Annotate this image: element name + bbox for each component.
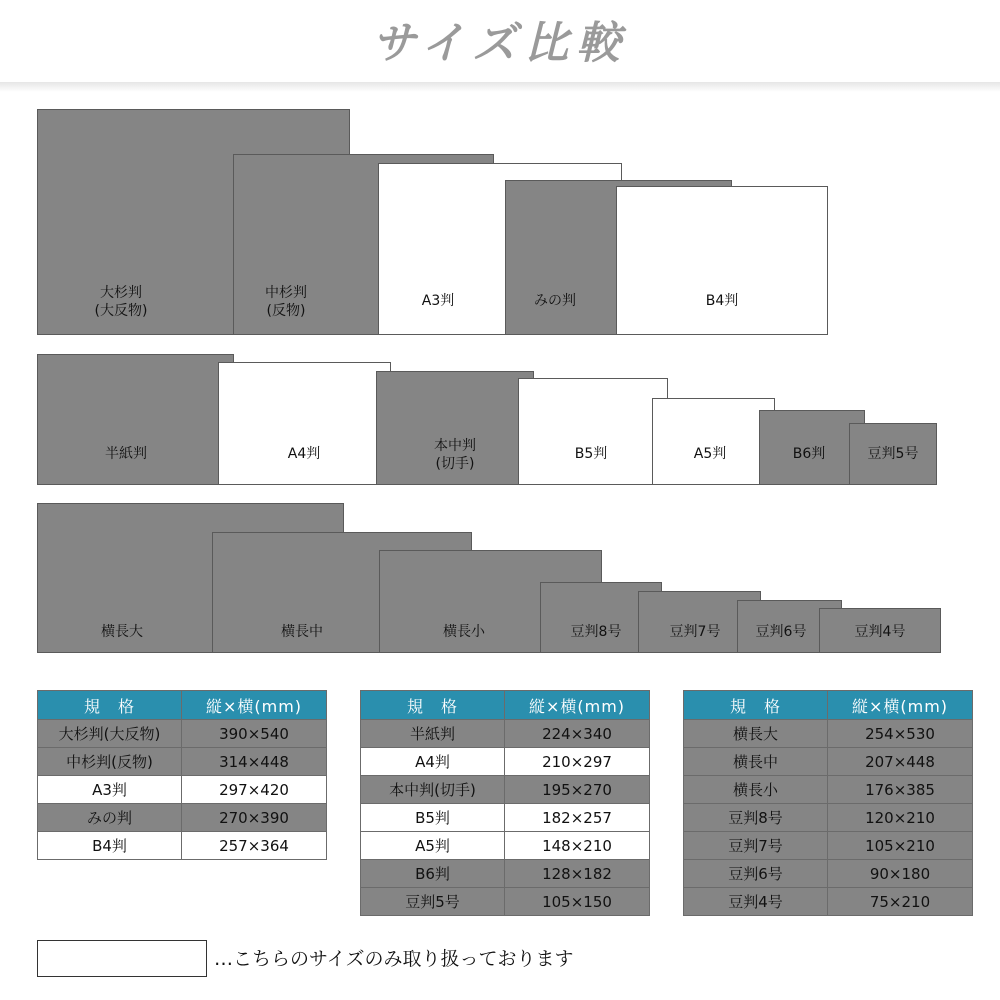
cell-standard: 横長小 (684, 776, 828, 804)
cell-size: 120×210 (828, 804, 973, 832)
cell-size: 314×448 (182, 748, 327, 776)
cell-size: 90×180 (828, 860, 973, 888)
cell-size: 257×364 (182, 832, 327, 860)
paper-label: 豆判7号 (669, 624, 721, 640)
paper-label: 豆判5号 (867, 446, 919, 462)
table-row (684, 748, 973, 776)
paper-a4 (218, 362, 391, 485)
paper-label: みの判 (534, 293, 576, 309)
cell-size: 182×257 (505, 804, 650, 832)
header-size: 縦×横(mm) (828, 691, 973, 720)
size-table-1 (37, 690, 327, 860)
cell-size: 224×340 (505, 720, 650, 748)
table-row (684, 860, 973, 888)
table-row (38, 804, 327, 832)
cell-standard: みの判 (38, 804, 182, 832)
paper-b4 (616, 186, 828, 335)
cell-size: 75×210 (828, 888, 973, 916)
cell-standard: 豆判7号 (684, 832, 828, 860)
cell-standard: 横長中 (684, 748, 828, 776)
table-row (684, 720, 973, 748)
table-row (361, 720, 650, 748)
cell-standard: 豆判8号 (684, 804, 828, 832)
cell-size: 195×270 (505, 776, 650, 804)
paper-a5 (652, 398, 775, 485)
header-size: 縦×横(mm) (182, 691, 327, 720)
cell-standard: 豆判5号 (361, 888, 505, 916)
table-row (38, 748, 327, 776)
table-row (38, 832, 327, 860)
cell-size: 148×210 (505, 832, 650, 860)
size-table-2 (360, 690, 650, 916)
header-standard: 規 格 (361, 691, 505, 720)
paper-hanshi (37, 354, 234, 485)
cell-standard: 豆判6号 (684, 860, 828, 888)
legend-text: …こちらのサイズのみ取り扱っております (214, 948, 574, 970)
table-row (361, 832, 650, 860)
header-standard: 規 格 (38, 691, 182, 720)
table-row (684, 832, 973, 860)
table-row (38, 776, 327, 804)
paper-mame5 (849, 423, 937, 485)
table-row (361, 748, 650, 776)
table-row (684, 776, 973, 804)
paper-label: 半紙判 (105, 446, 147, 462)
paper-label: 横長大 (101, 624, 143, 640)
cell-standard: 横長大 (684, 720, 828, 748)
cell-standard: 豆判4号 (684, 888, 828, 916)
paper-label: B6判 (792, 446, 826, 462)
cell-standard: B5判 (361, 804, 505, 832)
table-row (361, 860, 650, 888)
header-standard: 規 格 (684, 691, 828, 720)
table-row (684, 888, 973, 916)
cell-size: 270×390 (182, 804, 327, 832)
cell-standard: B6判 (361, 860, 505, 888)
paper-label (234, 284, 338, 320)
table-header-row (38, 691, 327, 720)
paper-label: A5判 (693, 446, 727, 462)
table-header-row (361, 691, 650, 720)
label-line: 本中判 (434, 438, 476, 454)
label-line: (大反物) (94, 303, 148, 319)
paper-label: 横長中 (281, 624, 323, 640)
table-row (361, 888, 650, 916)
table-row (361, 804, 650, 832)
size-table-3 (683, 690, 973, 916)
cell-standard: 中杉判(反物) (38, 748, 182, 776)
label-line: 中杉判 (265, 285, 307, 301)
cell-standard: A3判 (38, 776, 182, 804)
legend-swatch (37, 940, 207, 977)
paper-label: 豆判8号 (570, 624, 622, 640)
cell-size: 105×210 (828, 832, 973, 860)
page-title: サイズ比較 (371, 18, 629, 69)
cell-size: 105×150 (505, 888, 650, 916)
cell-size: 297×420 (182, 776, 327, 804)
cell-size: 176×385 (828, 776, 973, 804)
label-line: (反物) (266, 303, 306, 319)
cell-standard: 半紙判 (361, 720, 505, 748)
cell-standard: 本中判(切手) (361, 776, 505, 804)
cell-standard: B4判 (38, 832, 182, 860)
label-line: 大杉判 (100, 285, 142, 301)
cell-size: 128×182 (505, 860, 650, 888)
cell-standard: A5判 (361, 832, 505, 860)
cell-standard: A4判 (361, 748, 505, 776)
title-divider (0, 82, 1000, 92)
cell-size: 210×297 (505, 748, 650, 776)
cell-standard: 大杉判(大反物) (38, 720, 182, 748)
paper-label (38, 284, 204, 320)
paper-b5 (518, 378, 668, 485)
cell-size: 254×530 (828, 720, 973, 748)
table-row (361, 776, 650, 804)
table-header-row (684, 691, 973, 720)
paper-label: 横長小 (443, 624, 485, 640)
paper-label (377, 437, 533, 473)
paper-label: B5判 (574, 446, 608, 462)
paper-label: A3判 (421, 293, 455, 309)
label-line: (切手) (435, 456, 475, 472)
table-row (38, 720, 327, 748)
header-size: 縦×横(mm) (505, 691, 650, 720)
cell-size: 390×540 (182, 720, 327, 748)
paper-label: A4判 (287, 446, 321, 462)
table-row (684, 804, 973, 832)
paper-label: 豆判6号 (755, 624, 807, 640)
paper-label: 豆判4号 (854, 624, 906, 640)
paper-mame4 (819, 608, 941, 653)
cell-size: 207×448 (828, 748, 973, 776)
paper-honchu (376, 371, 534, 485)
paper-label: B4判 (705, 293, 739, 309)
